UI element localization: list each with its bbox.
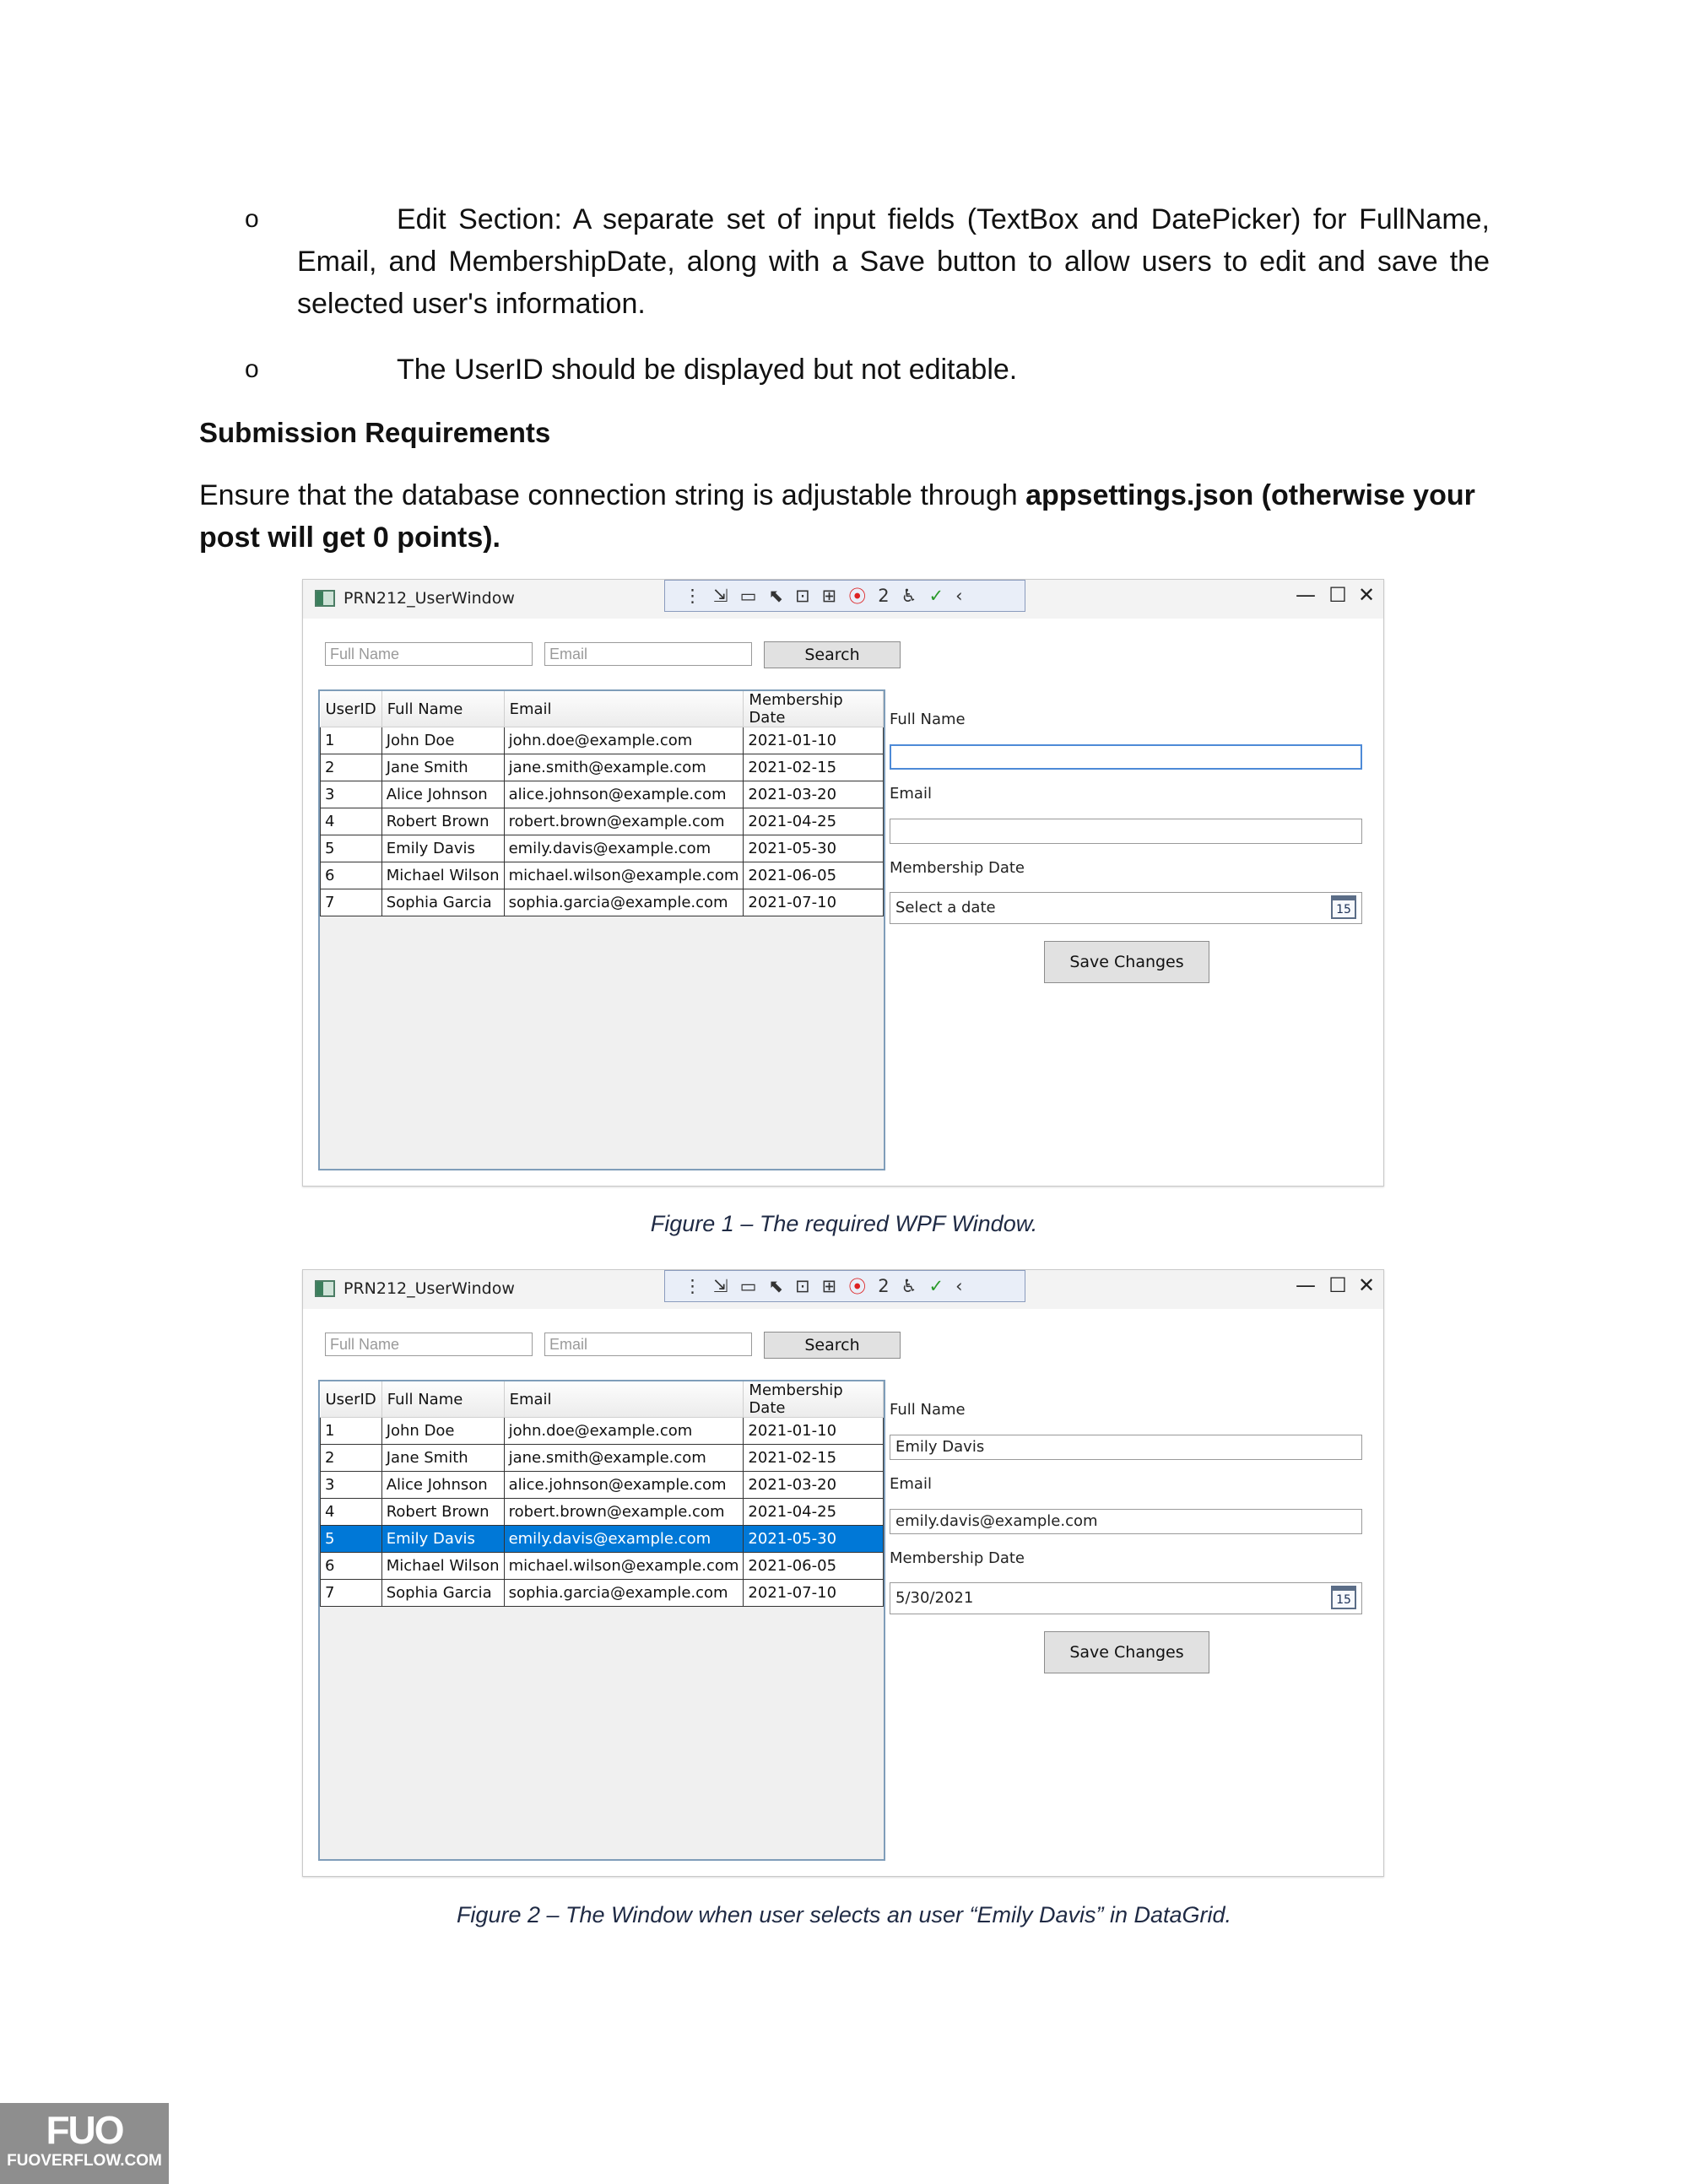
table-row[interactable] <box>321 835 884 862</box>
fullname-label: Full Name <box>890 1401 966 1419</box>
watermark-logo-mark: FUO <box>46 2108 123 2152</box>
table-row[interactable] <box>321 1499 884 1526</box>
layout-adorner-icon[interactable]: ⊞ <box>821 1276 837 1296</box>
users-table <box>320 691 884 916</box>
grid-column-header[interactable]: Email <box>504 1381 744 1418</box>
table-row[interactable] <box>321 754 884 781</box>
email-label: Email <box>890 785 932 803</box>
grid-column-header[interactable]: Full Name <box>381 691 504 727</box>
binding-failures-count: 2 <box>878 1276 890 1296</box>
table-cell: 2 <box>321 754 382 781</box>
watermark-text: FUOVERFLOW.COM <box>7 2152 162 2170</box>
table-cell: 2021-06-05 <box>744 1553 884 1580</box>
table-cell: 2021-01-10 <box>744 727 884 754</box>
table-row[interactable] <box>321 1553 884 1580</box>
title-bar <box>303 1270 1383 1309</box>
select-element-icon[interactable]: ⇲ <box>713 586 728 606</box>
table-cell: 2021-02-15 <box>744 754 884 781</box>
bullet-glyph: o <box>245 355 259 383</box>
table-cell: 5 <box>321 835 382 862</box>
datepicker-text: Select a date <box>895 899 996 916</box>
table-cell: john.doe@example.com <box>504 727 744 754</box>
figure-2-caption: Figure 2 – The Window when user selects an user “Emily Davis” in DataGrid. <box>456 1902 1232 1927</box>
table-cell: 7 <box>321 1580 382 1607</box>
grid-column-header[interactable]: Membership Date <box>744 691 884 727</box>
datepicker-text: 5/30/2021 <box>895 1589 974 1607</box>
grid-column-header[interactable]: Membership Date <box>744 1381 884 1418</box>
table-row[interactable] <box>321 1418 884 1445</box>
table-row[interactable] <box>321 1580 884 1607</box>
table-row[interactable] <box>321 781 884 808</box>
grid-column-header[interactable]: Full Name <box>381 1381 504 1418</box>
search-email-input[interactable] <box>544 1333 752 1356</box>
maximize-button[interactable]: ☐ <box>1328 583 1347 607</box>
search-button[interactable]: Search <box>764 641 901 668</box>
grid-column-header[interactable]: UserID <box>321 691 382 727</box>
table-row[interactable] <box>321 862 884 889</box>
table-cell: jane.smith@example.com <box>504 754 744 781</box>
binding-failures-icon[interactable]: ⦿ <box>848 1277 867 1297</box>
focus-box-icon[interactable]: ⊡ <box>795 1276 810 1296</box>
fullname-label: Full Name <box>890 711 966 728</box>
table-cell: Jane Smith <box>381 754 504 781</box>
membership-date-label: Membership Date <box>890 859 1025 877</box>
table-row[interactable] <box>321 808 884 835</box>
table-cell: 7 <box>321 889 382 916</box>
table-cell: 2021-06-05 <box>744 862 884 889</box>
grid-body <box>321 1418 884 1607</box>
table-cell: John Doe <box>381 1418 504 1445</box>
wpf-window-figure-2 <box>302 1269 1384 1877</box>
save-changes-button[interactable]: Save Changes <box>1044 1631 1209 1673</box>
table-cell: Alice Johnson <box>381 1472 504 1499</box>
pointer-select-icon[interactable]: ⬉ <box>768 586 784 606</box>
table-cell: 4 <box>321 1499 382 1526</box>
figure-1-caption: Figure 1 – The required WPF Window. <box>650 1211 1038 1236</box>
table-cell: 6 <box>321 1553 382 1580</box>
close-button[interactable]: ✕ <box>1357 1273 1376 1297</box>
pointer-select-icon[interactable]: ⬉ <box>768 1276 784 1296</box>
search-fullname-input[interactable] <box>325 642 533 666</box>
table-cell: Michael Wilson <box>381 1553 504 1580</box>
app-icon <box>315 1280 335 1297</box>
search-fullname-input[interactable] <box>325 1333 533 1356</box>
email-textbox[interactable]: emily.davis@example.com <box>890 1509 1362 1534</box>
table-cell: john.doe@example.com <box>504 1418 744 1445</box>
table-cell: 2021-05-30 <box>744 835 884 862</box>
membership-date-label: Membership Date <box>890 1549 1025 1567</box>
users-datagrid[interactable] <box>318 689 885 1170</box>
grid-body <box>321 727 884 916</box>
minimize-button[interactable]: — <box>1296 1273 1316 1297</box>
title-bar <box>303 580 1383 619</box>
email-label: Email <box>890 1475 932 1493</box>
table-cell: 4 <box>321 808 382 835</box>
app-icon <box>315 590 335 607</box>
fullname-textbox[interactable] <box>890 744 1362 770</box>
table-cell: robert.brown@example.com <box>504 808 744 835</box>
membership-datepicker[interactable] <box>890 892 1362 924</box>
table-cell: sophia.garcia@example.com <box>504 1580 744 1607</box>
table-cell: sophia.garcia@example.com <box>504 889 744 916</box>
table-cell: 2021-07-10 <box>744 889 884 916</box>
table-cell: alice.johnson@example.com <box>504 1472 744 1499</box>
toolbar-grip-icon: ⋮ <box>684 1276 701 1296</box>
table-cell: 1 <box>321 1418 382 1445</box>
calendar-icon[interactable]: 15 <box>1331 1586 1356 1609</box>
check-icon[interactable]: ✓ <box>928 586 944 606</box>
search-email-input[interactable] <box>544 642 752 666</box>
binding-failures-count: 2 <box>878 586 890 606</box>
table-cell: 6 <box>321 862 382 889</box>
table-cell: Alice Johnson <box>381 781 504 808</box>
calendar-icon[interactable]: 15 <box>1331 895 1356 919</box>
save-changes-button[interactable]: Save Changes <box>1044 941 1209 983</box>
table-row[interactable] <box>321 1526 884 1553</box>
fullname-textbox[interactable]: Emily Davis <box>890 1435 1362 1460</box>
grid-column-header[interactable]: UserID <box>321 1381 382 1418</box>
bullet-text: Edit Section: A separate set of input fields (TextBox and DatePicker) for FullName, Email, and MembershipDate, along with a Save button to allow users to edit and save the selected user's information. <box>297 203 1490 320</box>
table-cell: 2021-04-25 <box>744 1499 884 1526</box>
table-row[interactable] <box>321 727 884 754</box>
table-cell: michael.wilson@example.com <box>504 862 744 889</box>
grid-column-header[interactable]: Email <box>504 691 744 727</box>
table-cell: 2021-07-10 <box>744 1580 884 1607</box>
bullet-glyph: o <box>245 205 259 233</box>
minimize-button[interactable]: — <box>1296 583 1316 607</box>
grid-header-row <box>321 691 884 727</box>
accessibility-icon[interactable]: ♿ <box>901 586 917 606</box>
binding-failures-icon[interactable]: ⦿ <box>848 587 867 607</box>
table-cell: 1 <box>321 727 382 754</box>
grid-header-row <box>321 1381 884 1418</box>
layout-adorner-icon[interactable]: ⊞ <box>821 586 837 606</box>
table-cell: 5 <box>321 1526 382 1553</box>
table-cell: robert.brown@example.com <box>504 1499 744 1526</box>
table-cell: emily.davis@example.com <box>504 1526 744 1553</box>
table-cell: Emily Davis <box>381 835 504 862</box>
table-cell: Robert Brown <box>381 1499 504 1526</box>
table-cell: Robert Brown <box>381 808 504 835</box>
membership-datepicker[interactable] <box>890 1582 1362 1614</box>
video-camera-icon[interactable]: ▭ <box>739 1276 757 1296</box>
table-row[interactable] <box>321 889 884 916</box>
requirement-paragraph <box>199 474 1491 559</box>
table-cell: Sophia Garcia <box>381 889 504 916</box>
table-cell: 2 <box>321 1445 382 1472</box>
check-icon[interactable]: ✓ <box>928 1276 944 1296</box>
table-cell: Sophia Garcia <box>381 1580 504 1607</box>
close-button[interactable]: ✕ <box>1357 583 1376 607</box>
table-cell: John Doe <box>381 727 504 754</box>
wpf-window-figure-1 <box>302 579 1384 1187</box>
table-cell: Jane Smith <box>381 1445 504 1472</box>
table-cell: alice.johnson@example.com <box>504 781 744 808</box>
table-row[interactable] <box>321 1445 884 1472</box>
users-table <box>320 1381 884 1607</box>
collapse-chevron-icon[interactable]: ‹ <box>955 586 963 606</box>
window-title: PRN212_UserWindow <box>344 589 515 608</box>
table-cell: emily.davis@example.com <box>504 835 744 862</box>
watermark-logo <box>0 2103 169 2184</box>
paragraph-bold-text: appsettings.json (otherwise your post will get 0 points). <box>199 479 1475 554</box>
wpf-debug-toolbar <box>664 580 1025 612</box>
email-textbox[interactable] <box>890 819 1362 844</box>
table-cell: 2021-02-15 <box>744 1445 884 1472</box>
section-heading: Submission Requirements <box>199 417 551 448</box>
accessibility-icon[interactable]: ♿ <box>901 1276 917 1296</box>
focus-box-icon[interactable]: ⊡ <box>795 586 810 606</box>
select-element-icon[interactable]: ⇲ <box>713 1276 728 1296</box>
table-cell: 2021-03-20 <box>744 781 884 808</box>
table-cell: michael.wilson@example.com <box>504 1553 744 1580</box>
toolbar-grip-icon: ⋮ <box>684 586 701 606</box>
table-cell: 2021-05-30 <box>744 1526 884 1553</box>
table-cell: Michael Wilson <box>381 862 504 889</box>
maximize-button[interactable]: ☐ <box>1328 1273 1347 1297</box>
users-datagrid[interactable] <box>318 1380 885 1861</box>
video-camera-icon[interactable]: ▭ <box>739 586 757 606</box>
table-cell: 2021-01-10 <box>744 1418 884 1445</box>
table-cell: 2021-04-25 <box>744 808 884 835</box>
window-title: PRN212_UserWindow <box>344 1279 515 1298</box>
table-cell: 3 <box>321 1472 382 1499</box>
table-cell: 3 <box>321 781 382 808</box>
table-cell: Emily Davis <box>381 1526 504 1553</box>
collapse-chevron-icon[interactable]: ‹ <box>955 1276 963 1296</box>
wpf-debug-toolbar <box>664 1270 1025 1302</box>
table-cell: jane.smith@example.com <box>504 1445 744 1472</box>
search-button[interactable]: Search <box>764 1332 901 1359</box>
table-row[interactable] <box>321 1472 884 1499</box>
bullet-text: The UserID should be displayed but not editable. <box>397 354 1018 386</box>
table-cell: 2021-03-20 <box>744 1472 884 1499</box>
paragraph-plain-text: Ensure that the database connection string is adjustable through <box>199 479 1026 511</box>
